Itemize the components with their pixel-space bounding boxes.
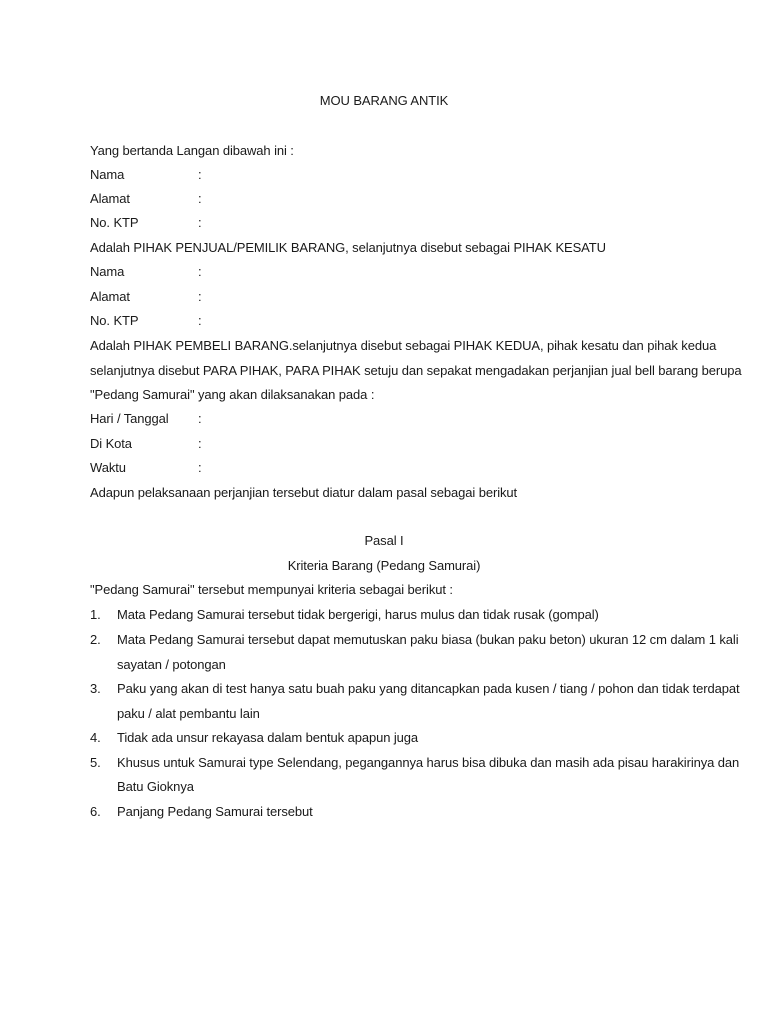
field-label: Alamat <box>90 289 130 304</box>
field-separator: : <box>198 313 202 328</box>
field-label: No. KTP <box>90 215 139 230</box>
field-separator: : <box>198 411 202 426</box>
party2-statement-line: Adalah PIHAK PEMBELI BARANG.selanjutnya disebut sebagai PIHAK KEDUA, pihak kesatu dan pihak kedua <box>90 338 717 353</box>
field-separator: : <box>198 167 202 182</box>
list-text: paku / alat pembantu lain <box>117 706 260 721</box>
list-number: 4. <box>90 730 101 745</box>
party1-statement: Adalah PIHAK PENJUAL/PEMILIK BARANG, selanjutnya disebut sebagai PIHAK KESATU <box>90 240 606 255</box>
list-text: sayatan / potongan <box>117 657 226 672</box>
party1-ktp-row <box>90 215 202 231</box>
list-text: Panjang Pedang Samurai tersebut <box>117 804 313 819</box>
party2-address-row <box>90 289 202 305</box>
field-label: Hari / Tanggal <box>90 411 169 426</box>
pasal-heading: Pasal I <box>364 533 404 548</box>
party1-address-row <box>90 191 202 207</box>
list-text: Mata Pedang Samurai tersebut dapat memutuskan paku biasa (bukan paku beton) ukuran 12 cm dalam 1 kali <box>117 632 739 647</box>
list-text: Mata Pedang Samurai tersebut tidak bergerigi, harus mulus dan tidak rusak (gompal) <box>117 607 599 622</box>
schedule-city-row <box>90 436 202 452</box>
field-separator: : <box>198 460 202 475</box>
field-label: Alamat <box>90 191 130 206</box>
field-separator: : <box>198 289 202 304</box>
schedule-time-row <box>90 460 202 476</box>
list-number: 2. <box>90 632 101 647</box>
list-number: 6. <box>90 804 101 819</box>
document-title: MOU BARANG ANTIK <box>319 93 449 108</box>
list-text: Batu Gioknya <box>117 779 194 794</box>
party1-name-row <box>90 167 202 183</box>
party2-statement-line: selanjutnya disebut PARA PIHAK, PARA PIHAK setuju dan sepakat mengadakan perjanjian jual bell barang berupa <box>90 363 742 378</box>
party2-name-row <box>90 264 202 280</box>
pasal-lead: "Pedang Samurai" tersebut mempunyai kriteria sebagai berikut : <box>90 582 453 597</box>
field-label: Waktu <box>90 460 126 475</box>
field-label: No. KTP <box>90 313 139 328</box>
field-separator: : <box>198 264 202 279</box>
schedule-date-row <box>90 411 202 427</box>
field-separator: : <box>198 215 202 230</box>
list-number: 1. <box>90 607 101 622</box>
pasal-subheading: Kriteria Barang (Pedang Samurai) <box>287 558 481 573</box>
field-label: Di Kota <box>90 436 132 451</box>
field-separator: : <box>198 191 202 206</box>
field-label: Nama <box>90 167 125 182</box>
list-text: Tidak ada unsur rekayasa dalam bentuk apapun juga <box>117 730 419 745</box>
party2-ktp-row <box>90 313 202 329</box>
list-text: Paku yang akan di test hanya satu buah paku yang ditancapkan pada kusen / tiang / pohon dan tidak terdapat <box>117 681 740 696</box>
list-text: Khusus untuk Samurai type Selendang, pegangannya harus bisa dibuka dan masih ada pisau harakirinya dan <box>117 755 740 770</box>
field-label: Nama <box>90 264 125 279</box>
intro-line: Yang bertanda Langan dibawah ini : <box>90 143 294 158</box>
field-separator: : <box>198 436 202 451</box>
party2-statement-line: "Pedang Samurai" yang akan dilaksanakan pada : <box>90 387 375 402</box>
closing-line: Adapun pelaksanaan perjanjian tersebut diatur dalam pasal sebagai berikut <box>90 485 518 500</box>
list-number: 5. <box>90 755 101 770</box>
list-number: 3. <box>90 681 101 696</box>
